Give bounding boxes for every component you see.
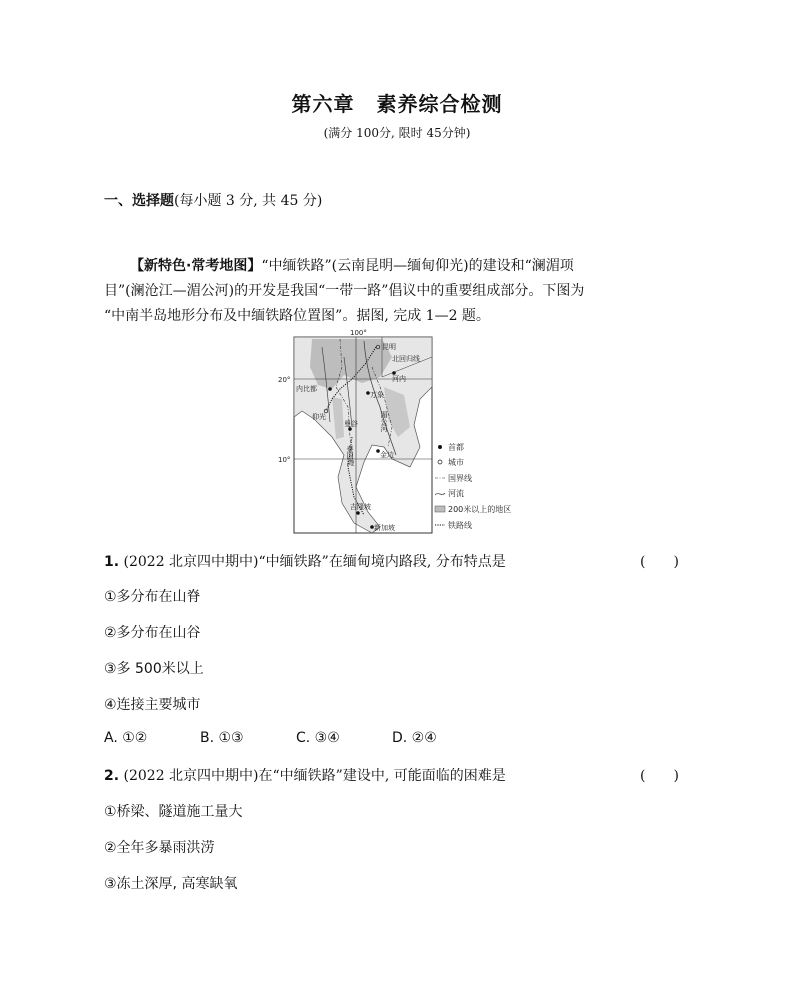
hanoi-label: 河内 — [392, 375, 406, 383]
intro-tag: 【新特色·常考地图】 — [130, 258, 262, 274]
bangkok-label: 曼谷 — [344, 420, 358, 428]
legend-highland-symbol — [435, 506, 445, 512]
section-heading — [104, 190, 322, 210]
q2-stem: (2022 北京四中期中)在“中缅铁路”建设中, 可能面临的困难是 — [123, 768, 506, 784]
naypyidaw-marker — [328, 387, 332, 391]
singapore-label: 新加坡 — [374, 524, 395, 532]
legend-capital: 首都 — [448, 443, 464, 452]
q2-option-2: ②全年多暴雨洪涝 — [104, 840, 215, 856]
question-1 — [104, 551, 506, 571]
q1-choices — [104, 730, 488, 746]
q1-stem: (2022 北京四中期中)“中缅铁路”在缅甸境内路段, 分布特点是 — [123, 554, 506, 570]
q1-option-1: ①多分布在山脊 — [104, 589, 201, 605]
section-label: 一、选择题 — [104, 193, 174, 209]
q1-answer-paren[interactable]: ( ) — [640, 554, 679, 570]
tropic-label: 北回归线 — [392, 355, 420, 363]
legend-river-symbol — [435, 493, 445, 495]
intro-line-3: “中南半岛地形分布及中缅铁路位置图”。据图, 完成 1—2 题。 — [104, 308, 490, 324]
phnompenh-label: 金边 — [380, 451, 394, 459]
q1-choice-b[interactable]: B. ①③ — [200, 730, 244, 746]
intro-line-2: 目”(澜沧江—湄公河)的开发是我国“一带一路”倡议中的重要组成部分。下图为 — [104, 283, 585, 299]
mekong-label: 湄公河 — [380, 411, 388, 432]
q1-option-2: ②多分布在山谷 — [104, 625, 201, 641]
legend-border: 国界线 — [448, 474, 472, 483]
legend-highland: 200米以上的地区 — [448, 505, 512, 514]
q2-number: 2. — [104, 768, 120, 784]
lat10-label: 10° — [278, 456, 291, 464]
q1-choice-a[interactable]: A. ①② — [104, 730, 148, 746]
map-legend — [435, 442, 511, 530]
vientiane-label: 万象 — [370, 391, 384, 399]
q1-option-4: ④连接主要城市 — [104, 697, 201, 713]
page-title — [0, 88, 794, 117]
q2-answer-paren[interactable]: ( ) — [640, 768, 679, 784]
kualalumpur-marker — [356, 511, 360, 515]
q2-option-1: ①桥梁、隧道施工量大 — [104, 804, 243, 820]
kunming-label: 昆明 — [382, 343, 396, 351]
yangon-label: 仰光 — [312, 413, 326, 421]
legend-railway: 铁路线 — [448, 521, 472, 530]
q1-number: 1. — [104, 554, 120, 570]
gulf-label: 泰国湾 — [346, 445, 354, 466]
intro-line-1 — [130, 256, 574, 276]
page-subtitle: (满分 100分, 限时 45分钟) — [323, 126, 471, 140]
legend-city: 城市 — [448, 458, 464, 467]
lon-label: 100° — [350, 329, 367, 337]
intro-text-1: “中缅铁路”(云南昆明—缅甸仰光)的建设和“澜湄项 — [261, 258, 574, 274]
lat20-label: 20° — [278, 376, 291, 384]
section-note: (每小题 3 分, 共 45 分) — [174, 193, 323, 209]
legend-city-symbol — [438, 460, 442, 464]
q1-choice-d[interactable]: D. ②④ — [392, 730, 437, 746]
q1-option-3: ③多 500米以上 — [104, 661, 204, 677]
indochina-map — [278, 327, 512, 537]
q1-choice-c[interactable]: C. ③④ — [296, 730, 340, 746]
q2-option-3: ③冻土深厚, 高寒缺氧 — [104, 876, 238, 892]
kualalumpur-label: 吉隆坡 — [350, 503, 371, 511]
naypyidaw-label: 内比都 — [296, 385, 317, 393]
legend-capital-symbol — [438, 445, 442, 449]
legend-river: 河流 — [448, 489, 464, 498]
chapter-title: 素养综合检测 — [376, 92, 503, 116]
chapter-label: 第六章 — [291, 92, 355, 116]
question-2 — [104, 765, 506, 785]
